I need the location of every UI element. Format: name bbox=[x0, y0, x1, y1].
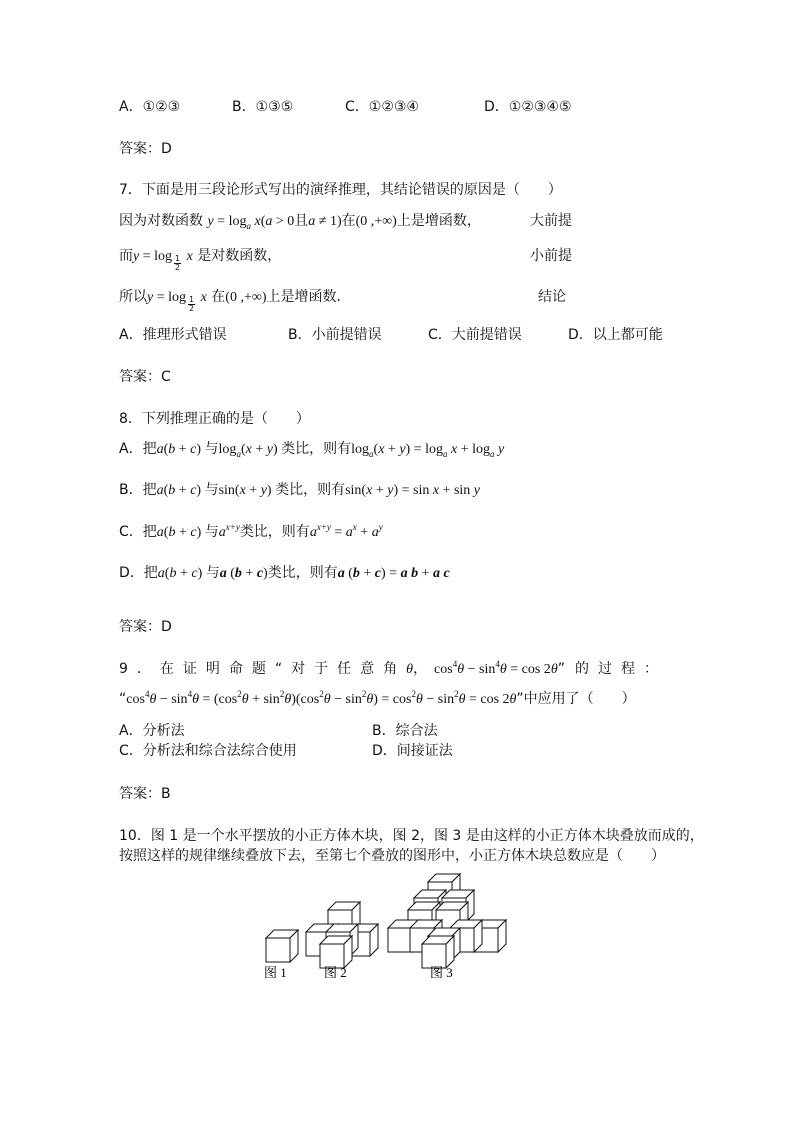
q7-option-d: D．以上都可能 bbox=[568, 327, 663, 343]
option-c-prev: C．①②③④ bbox=[345, 99, 419, 115]
q8-answer: 答案：D bbox=[119, 619, 172, 635]
q7-l3-post: 上是增函数． bbox=[266, 289, 351, 305]
q7-option-c: C．大前提错误 bbox=[428, 327, 522, 343]
q8-b-label: B．把 bbox=[119, 482, 157, 498]
q7-stem: 7．下面是用三段论形式写出的演绎推理，其结论错误的原因是（ ） bbox=[119, 182, 562, 198]
q7-minor-premise: 而y = log $\frac{1}{2}$ x 是对数函数， bbox=[119, 248, 282, 272]
q7-tag-conclusion: 结论 bbox=[538, 289, 566, 305]
option-d-prev: D．①②③④⑤ bbox=[484, 99, 572, 115]
q8-option-b: B．把a(b + c) 与sin(x + y) 类比，则有sin(x + y) = sin x + sin y bbox=[119, 482, 481, 498]
answer-prev: 答案：D bbox=[119, 141, 172, 157]
option-a-prev: A．①②③ bbox=[119, 99, 181, 115]
q8-d-label: D．把 bbox=[119, 565, 158, 581]
q7-tag-minor: 小前提 bbox=[530, 248, 572, 264]
q8-stem: 8．下列推理正确的是（ ） bbox=[119, 411, 310, 427]
q8-option-a: A．把a(b + c) 与$\log_a(x + y)$ 类比，则有$\log_a(x + y) = \log_a x + \log_a y$ bbox=[119, 441, 505, 459]
q7-l2-post: 是对数函数， bbox=[197, 248, 282, 264]
q8-b-with: 与 bbox=[204, 482, 219, 498]
q8-option-d: D．把a(b + c) 与a (b + c)类比，则有a (b + c) = a b + a c bbox=[119, 565, 450, 581]
q9-answer: 答案：B bbox=[119, 786, 171, 802]
q7-conclusion: 所以y = log $\frac{1}{2}$ x 在(0 ,+∞)上是增函数． bbox=[119, 289, 351, 313]
q7-l1-post: 上是增函数， bbox=[396, 213, 481, 229]
figure-2-cubes bbox=[306, 902, 378, 968]
q8-option-c: C．把a(b + c) 与$a^{x+y}$类比，则有$a^{x+y} = a^x + a^y$ bbox=[119, 522, 383, 540]
fig-label-1: 图 1 bbox=[264, 965, 287, 980]
q8-a-analog: 类比，则有 bbox=[281, 441, 352, 457]
q7-l1-pre: 因为对数函数 bbox=[119, 213, 208, 229]
q10-figure bbox=[262, 872, 522, 982]
q9-option-c: C．分析法和综合法综合使用 bbox=[119, 743, 297, 759]
q10-line-1: 10．图 1 是一个水平摆放的小正方体木块，图 2，图 3 是由这样的小正方体木块叠放而成的， bbox=[119, 828, 704, 844]
q7-option-a: A．推理形式错误 bbox=[119, 327, 227, 343]
figure-3-cubes bbox=[388, 874, 506, 968]
q9-line-2: “$\cos^4\theta - \sin^4\theta = (\cos^2\theta + \sin^2\theta)(\cos^2\theta - \sin^2\theta) = \cos^2\theta - \sin^2\theta = \cos 2\theta$”中应用了（ ） bbox=[119, 689, 636, 707]
q7-l2-pre: 而 bbox=[119, 248, 133, 264]
q9-option-b: B．综合法 bbox=[372, 723, 438, 739]
fig-label-3: 图 3 bbox=[430, 965, 453, 980]
q8-c-analog: 类比，则有 bbox=[239, 524, 310, 540]
q8-c-with: 与 bbox=[204, 524, 219, 540]
q9-option-a: A．分析法 bbox=[119, 723, 185, 739]
q9-l2-post: ”中应用了（ ） bbox=[516, 691, 636, 707]
q8-d-analog: 类比，则有 bbox=[267, 565, 338, 581]
q9-l1-b: 的过程： bbox=[574, 661, 667, 677]
option-b-prev: B．①③⑤ bbox=[232, 99, 294, 115]
q7-l3-pre: 所以 bbox=[119, 289, 147, 305]
figure-1-cubes bbox=[266, 930, 298, 962]
q10-line-2: 按照这样的规律继续叠放下去，至第七个叠放的图形中，小正方体木块总数应是（ ） bbox=[119, 848, 665, 864]
q9-option-d: D．间接证法 bbox=[372, 743, 453, 759]
q7-major-premise: 因为对数函数 $y = \log_a x(a > 0$且a ≠ 1)在(0 ,+∞)上是增函数， bbox=[119, 213, 481, 231]
q8-b-analog: 类比，则有 bbox=[275, 482, 346, 498]
q8-c-label: C．把 bbox=[119, 524, 157, 540]
q8-a-with: 与 bbox=[204, 441, 219, 457]
q7-tag-major: 大前提 bbox=[530, 213, 572, 229]
q7-option-b: B．小前提错误 bbox=[288, 327, 382, 343]
q7-answer: 答案：C bbox=[119, 369, 171, 385]
q7-l3-mid: 在 bbox=[211, 289, 226, 305]
q7-l1-mid: 在 bbox=[341, 213, 356, 229]
q9-l1-a: 9．在证明命题“对于任意角 bbox=[119, 661, 407, 677]
q9-line-1: 9．在证明命题“对于任意角θ， $\cos^4\theta - \sin^4\theta = \cos 2\theta$” 的过程： bbox=[119, 659, 667, 677]
q8-d-with: 与 bbox=[205, 565, 220, 581]
fig-label-2: 图 2 bbox=[324, 965, 347, 980]
q8-a-label: A．把 bbox=[119, 441, 157, 457]
